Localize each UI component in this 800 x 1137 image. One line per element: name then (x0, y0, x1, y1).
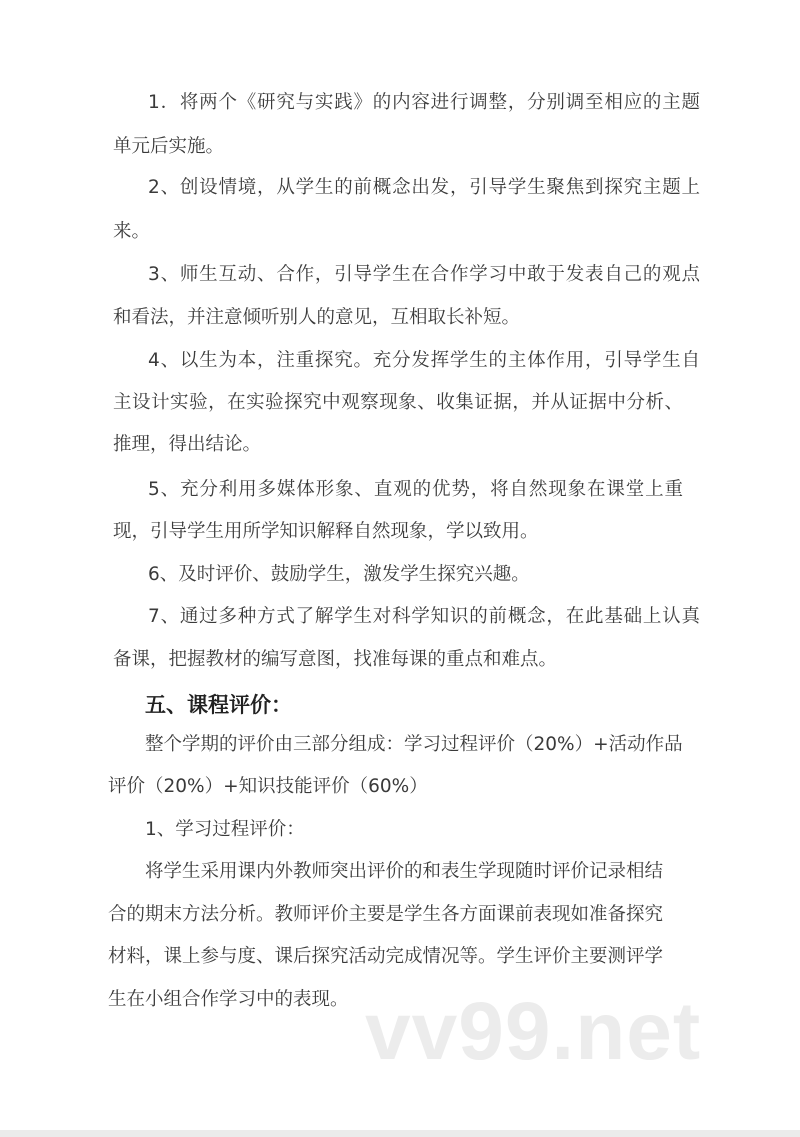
text-line: 7、通过多种方式了解学生对科学知识的前概念，在此基础上认真 (148, 606, 700, 627)
text-line: 评价（20%）+知识技能评价（60%） (108, 776, 428, 797)
text-line: 2、创设情境，从学生的前概念出发，引导学生聚焦到探究主题上 (148, 177, 700, 198)
text-line: 主设计实验，在实验探究中观察现象、收集证据，并从证据中分析、 (113, 392, 683, 413)
text-line: 将学生采用课内外教师突出评价的和表生学现随时评价记录相结 (145, 861, 664, 882)
text-line: 生在小组合作学习中的表现。 (108, 989, 349, 1010)
section-heading: 五、课程评价： (145, 693, 292, 717)
text-line: 4、以生为本，注重探究。充分发挥学生的主体作用，引导学生自 (148, 350, 700, 371)
text-line: 现，引导学生用所学知识解释自然现象，学以致用。 (113, 521, 539, 542)
text-line: 单元后实施。 (113, 136, 225, 157)
text-line: 合的期末方法分析。教师评价主要是学生各方面课前表现如准备探究 (108, 904, 664, 925)
text-line: 1、学习过程评价： (145, 819, 305, 840)
text-line: 推理，得出结论。 (113, 434, 262, 455)
text-line: 3、师生互动、合作，引导学生在合作学习中敢于发表自己的观点 (148, 264, 700, 285)
text-line: 备课，把握教材的编写意图，找准每课的重点和难点。 (113, 649, 558, 670)
text-line: 材料，课上参与度、课后探究活动完成情况等。学生评价主要测评学 (108, 946, 664, 967)
watermark: vv99.net (365, 986, 702, 1077)
text-line: 1．将两个《研究与实践》的内容进行调整，分别调至相应的主题 (148, 92, 700, 113)
text-line: 和看法，并注意倾听别人的意见，互相取长补短。 (113, 307, 521, 328)
text-line: 5、充分利用多媒体形象、直观的优势，将自然现象在课堂上重 (148, 479, 683, 500)
page-bottom-edge (0, 1130, 800, 1137)
text-line: 来。 (113, 221, 151, 242)
text-line: 整个学期的评价由三部分组成：学习过程评价（20%）+活动作品 (145, 734, 683, 755)
text-line: 6、及时评价、鼓励学生，激发学生探究兴趣。 (148, 564, 530, 585)
